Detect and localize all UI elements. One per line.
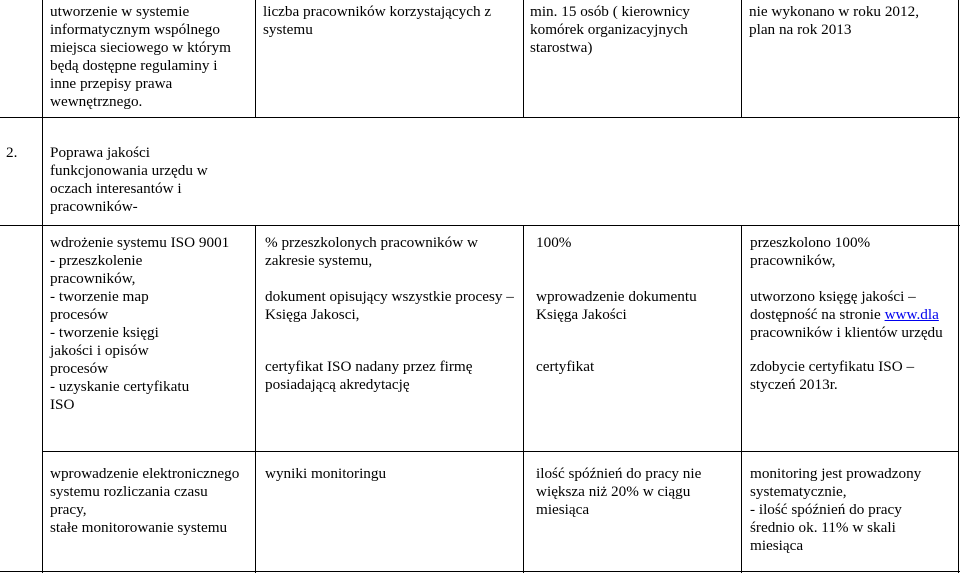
row4-status-cell: monitoring jest prowadzony systematycznie, - ilość spóźnień do pracy średnio ok. 11% w skali miesiąca bbox=[750, 465, 922, 554]
column-divider-1-lower bbox=[255, 225, 256, 573]
goal-title: Poprawa jakości funkcjonowania urzędu w oczach interesantów i pracowników- bbox=[50, 144, 208, 215]
table-border-right bbox=[958, 0, 959, 573]
row1-activity-cell: utworzenie w systemie informatycznym wspólnego miejsca sieciowego w którym będą dostępne regulaminy i inne przepisy prawa wewnętrznego. bbox=[50, 3, 231, 110]
column-divider-3 bbox=[741, 0, 742, 117]
row-divider-1 bbox=[0, 117, 960, 118]
row1-target-cell: min. 15 osób ( kierownicy komórek organizacyjnych starostwa) bbox=[530, 3, 690, 56]
table-border-bottom bbox=[0, 571, 960, 572]
row3-target-document: wprowadzenie dokumentu Księga Jakości bbox=[536, 288, 697, 323]
row3-indicator-certificate: certyfikat ISO nadany przez firmę posiadającą akredytację bbox=[265, 358, 473, 393]
row1-indicator-cell: liczba pracowników korzystających z systemu bbox=[263, 3, 492, 38]
goal-number: 2. bbox=[6, 144, 18, 161]
column-divider-3-lower bbox=[741, 225, 742, 573]
row3-target-certificate: certyfikat bbox=[536, 358, 595, 375]
row3-indicator-trained: % przeszkolonych pracowników w zakresie systemu, bbox=[265, 234, 478, 269]
table-border-left bbox=[42, 0, 43, 573]
row3-status-book-line1: utworzono księgę jakości – bbox=[750, 288, 916, 305]
row3-status-certificate: zdobycie certyfikatu ISO – styczeń 2013r. bbox=[750, 358, 915, 393]
row4-target-cell: ilość spóźnień do pracy nie większa niż 20% w ciągu miesiąca bbox=[536, 465, 702, 518]
website-link[interactable]: www.dla bbox=[884, 306, 939, 323]
row3-status-trained: przeszkolono 100% pracowników, bbox=[750, 234, 871, 269]
row3-status-book-line2 bbox=[750, 306, 943, 324]
row4-activity-cell: wprowadzenie elektronicznego systemu rozliczania czasu pracy, stałe monitorowanie systemu bbox=[50, 465, 240, 536]
row3-status-book-prefix: dostępność na stronie bbox=[750, 306, 885, 323]
row4-indicator-cell: wyniki monitoringu bbox=[265, 465, 387, 482]
column-divider-2-lower bbox=[523, 225, 524, 573]
row-divider-3 bbox=[42, 451, 959, 452]
row3-status-book bbox=[750, 288, 943, 342]
row3-activity-cell: wdrożenie systemu ISO 9001 - przeszkolenie pracowników, - tworzenie map procesów - tworzenie księgi jakości i opisów procesów - uzyskanie certyfikatu ISO bbox=[50, 234, 230, 413]
column-divider-2 bbox=[523, 0, 524, 117]
row3-target-percent: 100% bbox=[536, 234, 572, 251]
row1-status-cell: nie wykonano w roku 2012, plan na rok 2013 bbox=[749, 3, 919, 38]
row3-indicator-document: dokument opisujący wszystkie procesy – Księga Jakosci, bbox=[265, 288, 514, 323]
row-divider-2 bbox=[0, 225, 960, 226]
column-divider-1 bbox=[255, 0, 256, 117]
row3-status-book-line3: pracowników i klientów urzędu bbox=[750, 324, 943, 341]
